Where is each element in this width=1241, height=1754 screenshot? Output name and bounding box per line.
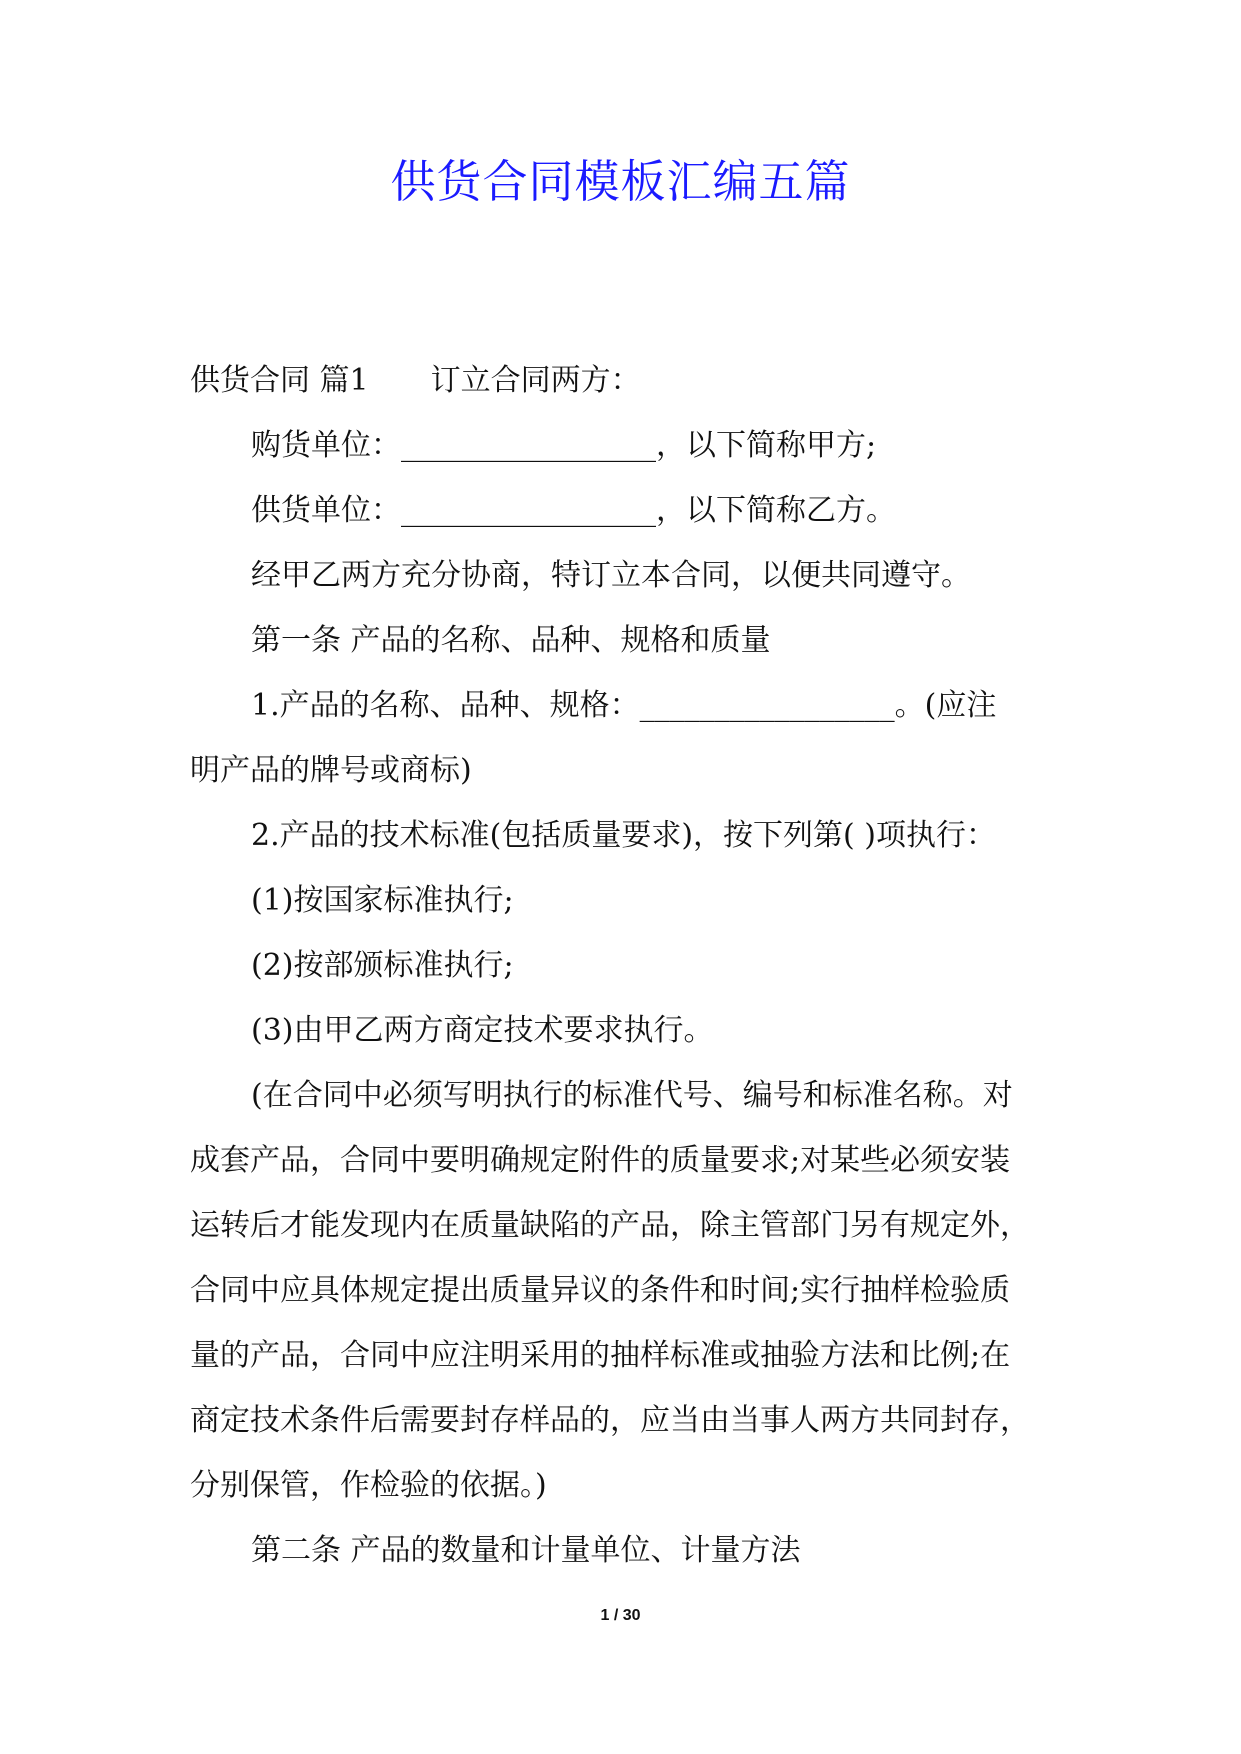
paragraph-line: 购货单位：_________________，以下简称甲方; [251, 428, 877, 463]
contract-heading-title: 供货合同 篇1 [190, 363, 369, 398]
list-item: (2)按部颁标准执行; [251, 948, 514, 983]
section-heading: 第一条 产品的名称、品种、规格和质量 [251, 623, 771, 658]
document-body [190, 348, 1060, 1583]
list-item: (3)由甲乙两方商定技术要求执行。 [251, 1013, 714, 1048]
paragraph-line: 量的产品，合同中应注明采用的抽样标准或抽验方法和比例;在 [190, 1338, 1011, 1373]
page-number: 1 / 30 [600, 1607, 641, 1624]
paragraph-line: 运转后才能发现内在质量缺陷的产品，除主管部门另有规定外， [190, 1208, 1030, 1243]
paragraph-line: 合同中应具体规定提出质量异议的条件和时间;实行抽样检验质 [190, 1273, 1011, 1308]
contract-heading-parties: 订立合同两方： [430, 363, 641, 398]
paragraph-line: 1.产品的名称、品种、规格：_________________。(应注 [251, 688, 997, 723]
paragraph-line: 商定技术条件后需要封存样品的，应当由当事人两方共同封存， [190, 1403, 1030, 1438]
paragraph-line: 2.产品的技术标准(包括质量要求)，按下列第( )项执行： [251, 818, 996, 853]
paragraph-line: 供货单位：_________________，以下简称乙方。 [251, 493, 896, 528]
paragraph-line: 经甲乙两方充分协商，特订立本合同，以便共同遵守。 [251, 558, 971, 593]
paragraph-line: 成套产品，合同中要明确规定附件的质量要求;对某些必须安装 [190, 1143, 1011, 1178]
paragraph-line: 分别保管，作检验的依据。) [190, 1468, 547, 1503]
contract-heading [190, 348, 1060, 413]
paragraph-line: 明产品的牌号或商标) [190, 753, 472, 788]
document-title: 供货合同模板汇编五篇 [390, 155, 851, 208]
paragraph-line: (在合同中必须写明执行的标准代号、编号和标准名称。对 [251, 1078, 1013, 1113]
section-heading: 第二条 产品的数量和计量单位、计量方法 [251, 1533, 801, 1568]
list-item: (1)按国家标准执行; [251, 883, 514, 918]
